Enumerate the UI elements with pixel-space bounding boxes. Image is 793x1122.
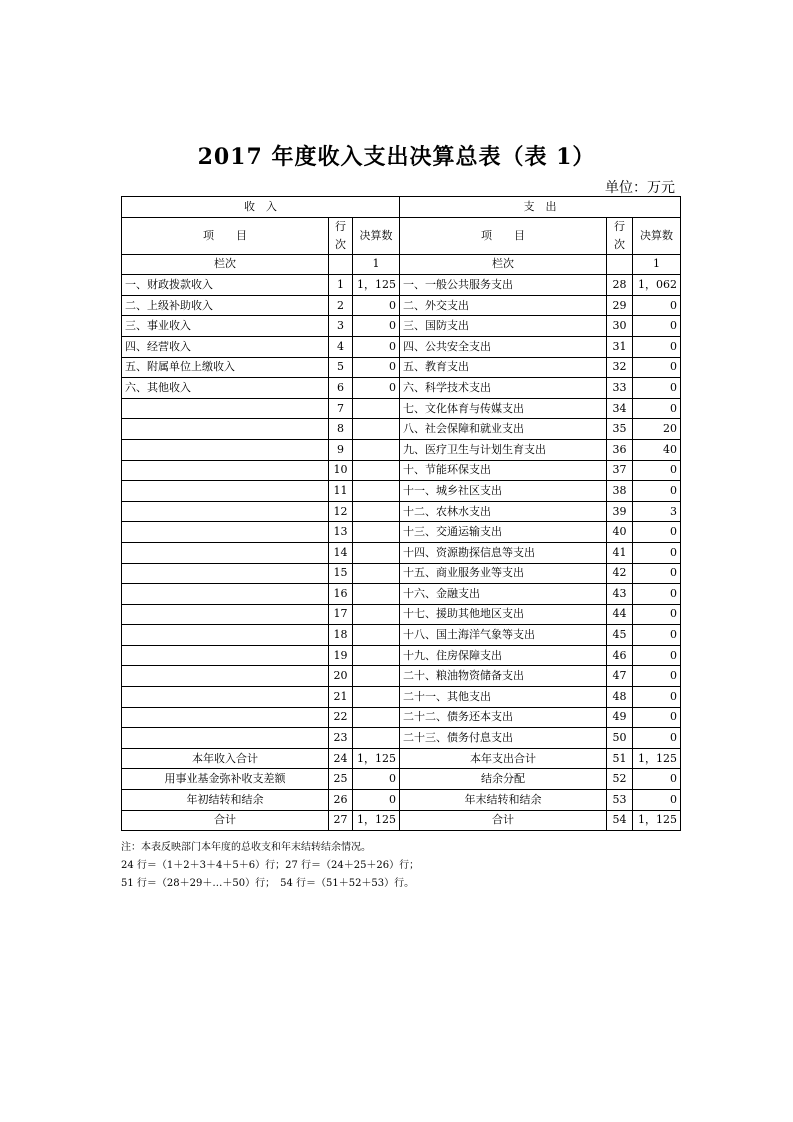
summary-table xyxy=(121,196,681,831)
income-col-index: 1 xyxy=(353,254,400,275)
income-item-cell xyxy=(122,687,329,708)
expense-item-cell: 十三、交通运输支出 xyxy=(400,522,607,543)
income-item-cell: 五、附属单位上缴收入 xyxy=(122,357,329,378)
expense-amount-cell: 0 xyxy=(633,625,681,646)
income-amount-cell: 0 xyxy=(353,336,400,357)
income-item-cell: 年初结转和结余 xyxy=(122,790,329,811)
income-item-cell xyxy=(122,542,329,563)
expense-item-cell: 二十三、债务付息支出 xyxy=(400,728,607,749)
income-line-cell: 8 xyxy=(329,419,353,440)
expense-line-cell: 44 xyxy=(607,604,633,625)
income-amount-cell xyxy=(353,707,400,728)
expense-line-cell: 32 xyxy=(607,357,633,378)
income-line-cell: 19 xyxy=(329,645,353,666)
income-line-cell: 17 xyxy=(329,604,353,625)
table-row xyxy=(122,687,681,708)
table-row xyxy=(122,357,681,378)
expense-amount-cell: 40 xyxy=(633,439,681,460)
expense-line-header: 行次 xyxy=(607,217,633,254)
expense-amount-cell: 0 xyxy=(633,481,681,502)
expense-amount-cell: 1，062 xyxy=(633,275,681,296)
income-item-cell xyxy=(122,666,329,687)
column-index-row xyxy=(122,254,681,275)
table-row xyxy=(122,336,681,357)
expense-amount-cell: 0 xyxy=(633,604,681,625)
expense-amount-cell: 0 xyxy=(633,645,681,666)
income-line-cell: 21 xyxy=(329,687,353,708)
income-item-cell xyxy=(122,481,329,502)
expense-line-cell: 37 xyxy=(607,460,633,481)
expense-amount-cell: 1，125 xyxy=(633,748,681,769)
income-amount-cell: 1，125 xyxy=(353,810,400,831)
income-amount-cell xyxy=(353,419,400,440)
expense-amount-cell: 0 xyxy=(633,316,681,337)
page-title: 2017 年度收入支出决算总表（表 1） xyxy=(197,144,596,170)
income-line-cell: 12 xyxy=(329,501,353,522)
table-row xyxy=(122,501,681,522)
expense-item-header: 项 目 xyxy=(400,217,607,254)
income-amount-cell xyxy=(353,439,400,460)
expense-item-cell: 十九、住房保障支出 xyxy=(400,645,607,666)
expense-item-cell: 十七、援助其他地区支出 xyxy=(400,604,607,625)
table-row xyxy=(122,542,681,563)
income-item-cell xyxy=(122,728,329,749)
income-item-cell xyxy=(122,604,329,625)
note-line: 注：本表反映部门本年度的总收支和年末结转结余情况。 xyxy=(121,842,371,853)
expense-amount-cell: 0 xyxy=(633,707,681,728)
income-line-cell: 3 xyxy=(329,316,353,337)
income-item-header: 项 目 xyxy=(122,217,329,254)
unit-label: 单位：万元 xyxy=(605,180,675,196)
note-line: 24 行＝（1＋2＋3＋4＋5＋6）行；27 行＝（24＋25＋26）行； xyxy=(121,860,420,871)
income-line-cell: 2 xyxy=(329,295,353,316)
income-line-cell: 26 xyxy=(329,790,353,811)
note-line: 51 行＝（28＋29＋…＋50）行； 54 行＝（51＋52＋53）行。 xyxy=(121,878,415,889)
table-row xyxy=(122,460,681,481)
expense-item-cell: 十一、城乡社区支出 xyxy=(400,481,607,502)
table-row xyxy=(122,419,681,440)
table-row xyxy=(122,563,681,584)
expense-amount-cell: 20 xyxy=(633,419,681,440)
table-row xyxy=(122,398,681,419)
expense-amount-cell: 1，125 xyxy=(633,810,681,831)
expense-item-cell: 合计 xyxy=(400,810,607,831)
expense-item-cell: 七、文化体育与传媒支出 xyxy=(400,398,607,419)
income-amount-cell: 0 xyxy=(353,378,400,399)
income-line-cell: 4 xyxy=(329,336,353,357)
income-amount-cell: 1，125 xyxy=(353,748,400,769)
header-row-section xyxy=(122,197,681,218)
expense-line-cell: 34 xyxy=(607,398,633,419)
expense-line-cell: 35 xyxy=(607,419,633,440)
income-line-header: 行次 xyxy=(329,217,353,254)
expense-line-cell: 41 xyxy=(607,542,633,563)
income-line-cell: 20 xyxy=(329,666,353,687)
expense-amount-cell: 0 xyxy=(633,769,681,790)
expense-line-cell: 40 xyxy=(607,522,633,543)
income-amount-cell: 0 xyxy=(353,357,400,378)
expense-amount-cell: 0 xyxy=(633,563,681,584)
expense-amount-cell: 0 xyxy=(633,790,681,811)
income-line-cell: 13 xyxy=(329,522,353,543)
income-item-cell xyxy=(122,707,329,728)
income-amount-cell xyxy=(353,604,400,625)
income-header: 收 入 xyxy=(122,197,400,218)
expense-item-cell: 十六、金融支出 xyxy=(400,584,607,605)
expense-line-cell: 33 xyxy=(607,378,633,399)
expense-item-cell: 三、国防支出 xyxy=(400,316,607,337)
expense-amount-cell: 0 xyxy=(633,295,681,316)
income-item-cell: 一、财政拨款收入 xyxy=(122,275,329,296)
income-line-cell: 14 xyxy=(329,542,353,563)
expense-amount-cell: 0 xyxy=(633,728,681,749)
table-row xyxy=(122,604,681,625)
income-amount-cell xyxy=(353,563,400,584)
table-row xyxy=(122,378,681,399)
income-item-cell: 用事业基金弥补收支差额 xyxy=(122,769,329,790)
expense-amount-cell: 3 xyxy=(633,501,681,522)
income-amount-cell xyxy=(353,666,400,687)
expense-line-cell: 28 xyxy=(607,275,633,296)
expense-item-cell: 二十、粮油物资储备支出 xyxy=(400,666,607,687)
table-row xyxy=(122,728,681,749)
income-item-cell xyxy=(122,645,329,666)
expense-item-cell: 一、一般公共服务支出 xyxy=(400,275,607,296)
income-col-label: 栏次 xyxy=(122,254,329,275)
expense-amount-cell: 0 xyxy=(633,666,681,687)
income-line-cell: 5 xyxy=(329,357,353,378)
expense-line-cell: 31 xyxy=(607,336,633,357)
income-item-cell xyxy=(122,563,329,584)
expense-amount-header: 决算数 xyxy=(633,217,681,254)
income-item-cell: 四、经营收入 xyxy=(122,336,329,357)
table-row xyxy=(122,707,681,728)
income-item-cell xyxy=(122,584,329,605)
expense-line-cell: 49 xyxy=(607,707,633,728)
income-amount-cell xyxy=(353,398,400,419)
expense-line-cell: 48 xyxy=(607,687,633,708)
income-line-cell: 25 xyxy=(329,769,353,790)
summary-row xyxy=(122,769,681,790)
table-row xyxy=(122,275,681,296)
income-amount-cell xyxy=(353,728,400,749)
expense-col-label: 栏次 xyxy=(400,254,607,275)
income-amount-cell xyxy=(353,542,400,563)
income-line-cell: 27 xyxy=(329,810,353,831)
summary-row xyxy=(122,790,681,811)
expense-line-cell: 38 xyxy=(607,481,633,502)
income-amount-cell xyxy=(353,481,400,502)
income-amount-cell: 0 xyxy=(353,316,400,337)
income-line-cell: 7 xyxy=(329,398,353,419)
expense-line-cell: 47 xyxy=(607,666,633,687)
header-row-columns xyxy=(122,217,681,254)
expense-line-cell: 46 xyxy=(607,645,633,666)
expense-item-cell: 本年支出合计 xyxy=(400,748,607,769)
expense-item-cell: 五、教育支出 xyxy=(400,357,607,378)
income-item-cell xyxy=(122,501,329,522)
income-item-cell: 合计 xyxy=(122,810,329,831)
income-col-empty xyxy=(329,254,353,275)
table-row xyxy=(122,666,681,687)
expense-amount-cell: 0 xyxy=(633,687,681,708)
expense-item-cell: 四、公共安全支出 xyxy=(400,336,607,357)
expense-item-cell: 十八、国土海洋气象等支出 xyxy=(400,625,607,646)
income-line-cell: 1 xyxy=(329,275,353,296)
table-row xyxy=(122,316,681,337)
expense-item-cell: 十五、商业服务业等支出 xyxy=(400,563,607,584)
expense-line-cell: 45 xyxy=(607,625,633,646)
expense-amount-cell: 0 xyxy=(633,460,681,481)
income-item-cell xyxy=(122,522,329,543)
income-line-cell: 6 xyxy=(329,378,353,399)
income-amount-cell xyxy=(353,584,400,605)
expense-item-cell: 二、外交支出 xyxy=(400,295,607,316)
expense-item-cell: 十四、资源勘探信息等支出 xyxy=(400,542,607,563)
income-line-cell: 11 xyxy=(329,481,353,502)
expense-line-cell: 51 xyxy=(607,748,633,769)
income-item-cell xyxy=(122,419,329,440)
expense-item-cell: 二十二、债务还本支出 xyxy=(400,707,607,728)
income-amount-cell xyxy=(353,687,400,708)
expense-col-index: 1 xyxy=(633,254,681,275)
income-item-cell: 本年收入合计 xyxy=(122,748,329,769)
income-amount-cell xyxy=(353,522,400,543)
expense-item-cell: 十二、农林水支出 xyxy=(400,501,607,522)
income-line-cell: 22 xyxy=(329,707,353,728)
income-line-cell: 16 xyxy=(329,584,353,605)
expense-line-cell: 53 xyxy=(607,790,633,811)
table-row xyxy=(122,522,681,543)
expense-line-cell: 36 xyxy=(607,439,633,460)
income-item-cell xyxy=(122,625,329,646)
expense-line-cell: 43 xyxy=(607,584,633,605)
income-item-cell: 六、其他收入 xyxy=(122,378,329,399)
expense-amount-cell: 0 xyxy=(633,378,681,399)
expense-header: 支 出 xyxy=(400,197,681,218)
expense-item-cell: 八、社会保障和就业支出 xyxy=(400,419,607,440)
expense-line-cell: 50 xyxy=(607,728,633,749)
income-amount-cell: 0 xyxy=(353,790,400,811)
income-amount-cell xyxy=(353,645,400,666)
summary-row xyxy=(122,810,681,831)
table-row xyxy=(122,481,681,502)
table-row xyxy=(122,439,681,460)
summary-row xyxy=(122,748,681,769)
expense-amount-cell: 0 xyxy=(633,336,681,357)
expense-item-cell: 年末结转和结余 xyxy=(400,790,607,811)
income-amount-cell xyxy=(353,501,400,522)
expense-item-cell: 九、医疗卫生与计划生育支出 xyxy=(400,439,607,460)
income-item-cell: 二、上级补助收入 xyxy=(122,295,329,316)
income-line-cell: 10 xyxy=(329,460,353,481)
expense-line-cell: 52 xyxy=(607,769,633,790)
table-row xyxy=(122,295,681,316)
expense-line-cell: 54 xyxy=(607,810,633,831)
income-item-cell xyxy=(122,460,329,481)
income-line-cell: 24 xyxy=(329,748,353,769)
table-row xyxy=(122,645,681,666)
income-line-cell: 18 xyxy=(329,625,353,646)
income-amount-cell xyxy=(353,625,400,646)
income-amount-cell: 0 xyxy=(353,769,400,790)
expense-amount-cell: 0 xyxy=(633,584,681,605)
expense-item-cell: 六、科学技术支出 xyxy=(400,378,607,399)
income-amount-cell xyxy=(353,460,400,481)
income-line-cell: 15 xyxy=(329,563,353,584)
income-amount-cell: 0 xyxy=(353,295,400,316)
expense-item-cell: 结余分配 xyxy=(400,769,607,790)
expense-item-cell: 二十一、其他支出 xyxy=(400,687,607,708)
income-amount-header: 决算数 xyxy=(353,217,400,254)
income-item-cell: 三、事业收入 xyxy=(122,316,329,337)
income-line-cell: 9 xyxy=(329,439,353,460)
expense-item-cell: 十、节能环保支出 xyxy=(400,460,607,481)
income-line-cell: 23 xyxy=(329,728,353,749)
expense-line-cell: 30 xyxy=(607,316,633,337)
income-item-cell xyxy=(122,398,329,419)
expense-amount-cell: 0 xyxy=(633,542,681,563)
income-item-cell xyxy=(122,439,329,460)
table-row xyxy=(122,584,681,605)
expense-amount-cell: 0 xyxy=(633,357,681,378)
income-amount-cell: 1，125 xyxy=(353,275,400,296)
expense-line-cell: 39 xyxy=(607,501,633,522)
table-row xyxy=(122,625,681,646)
expense-amount-cell: 0 xyxy=(633,522,681,543)
expense-amount-cell: 0 xyxy=(633,398,681,419)
expense-line-cell: 29 xyxy=(607,295,633,316)
notes xyxy=(121,839,681,893)
expense-col-empty xyxy=(607,254,633,275)
expense-line-cell: 42 xyxy=(607,563,633,584)
